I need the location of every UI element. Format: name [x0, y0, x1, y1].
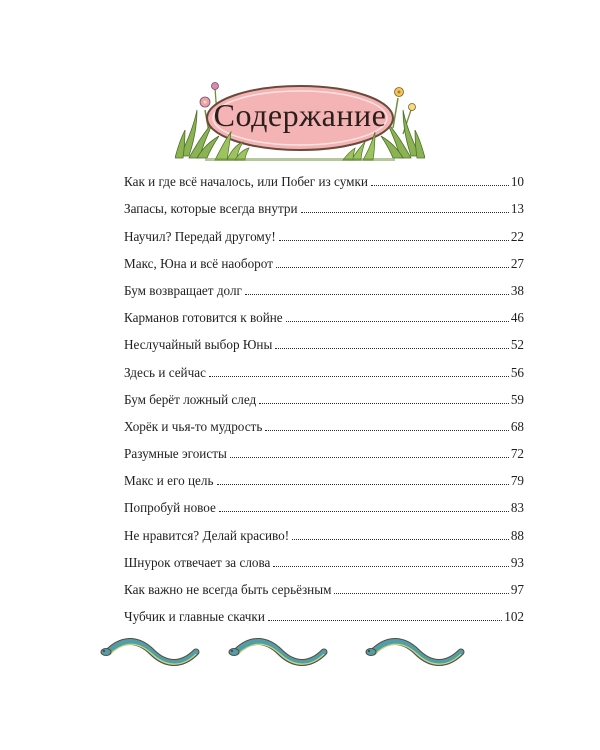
toc-dot-leader [217, 484, 509, 485]
toc-entry-title: Карманов готовится к войне [124, 310, 283, 326]
toc-dot-leader [268, 620, 502, 621]
toc-dot-leader [275, 348, 509, 349]
page-title: Содержание [213, 97, 387, 133]
toc-entry[interactable] [124, 408, 524, 435]
toc-entry-page-number: 72 [510, 446, 524, 462]
toc-entry[interactable] [124, 435, 524, 462]
toc-entry[interactable] [124, 299, 524, 326]
table-of-contents [124, 163, 524, 625]
toc-entry[interactable] [124, 598, 524, 625]
toc-dot-leader [209, 376, 509, 377]
toc-entry-page-number: 102 [504, 609, 524, 625]
toc-dot-leader [292, 539, 509, 540]
toc-dot-leader [265, 430, 508, 431]
toc-dot-leader [276, 267, 509, 268]
toc-dot-leader [273, 566, 508, 567]
toc-dot-leader [286, 321, 509, 322]
toc-entry-page-number: 46 [510, 310, 524, 326]
toc-entry-page-number: 68 [510, 418, 524, 434]
toc-entry[interactable] [124, 571, 524, 598]
toc-entry-page-number: 59 [510, 391, 524, 407]
toc-entry[interactable] [124, 245, 524, 272]
toc-entry-page-number: 22 [510, 228, 524, 244]
toc-entry-page-number: 79 [510, 473, 524, 489]
toc-dot-leader [371, 185, 509, 186]
snake-icon [101, 642, 196, 665]
toc-entry-title: Шнурок отвечает за слова [124, 554, 271, 570]
toc-entry-page-number: 97 [510, 582, 524, 597]
toc-entry-page-number: 52 [510, 337, 524, 353]
toc-entry-title: Попробуй новое [124, 500, 216, 516]
toc-dot-leader [259, 403, 509, 404]
toc-entry-title: Как и где всё началось, или Побег из сумки [124, 174, 368, 190]
toc-entry[interactable] [124, 381, 524, 408]
toc-dot-leader [230, 457, 509, 458]
toc-dot-leader [301, 212, 509, 213]
toc-entry-page-number: 83 [510, 500, 524, 516]
toc-entry-title: Здесь и сейчас [124, 364, 206, 380]
toc-entry-page-number: 10 [510, 174, 524, 190]
snake-icon [229, 642, 324, 665]
toc-entry[interactable] [124, 353, 524, 380]
toc-dot-leader [334, 593, 508, 594]
toc-entry[interactable] [124, 544, 524, 571]
toc-entry-title: Не нравится? Делай красиво! [124, 527, 290, 543]
toc-entry[interactable] [124, 326, 524, 353]
toc-entry-title: Макс, Юна и всё наоборот [124, 255, 273, 271]
toc-entry-title: Как важно не всегда быть серьёзным [124, 582, 332, 597]
toc-entry-page-number: 13 [510, 201, 524, 217]
toc-entry-page-number: 38 [510, 282, 524, 298]
toc-entry-title: Бум возвращает долг [124, 282, 242, 298]
toc-entry-title: Чубчик и главные скачки [124, 609, 265, 625]
toc-entry-page-number: 93 [510, 554, 524, 570]
toc-entry-title: Запасы, которые всегда внутри [124, 201, 298, 217]
toc-entry[interactable] [124, 489, 524, 516]
toc-entry[interactable] [124, 190, 524, 217]
toc-entry-page-number: 56 [510, 364, 524, 380]
snake-decoration [100, 632, 500, 672]
toc-entry-page-number: 27 [510, 255, 524, 271]
toc-entry-title: Макс и его цель [124, 473, 214, 489]
toc-entry[interactable] [124, 217, 524, 244]
toc-dot-leader [279, 240, 509, 241]
toc-entry[interactable] [124, 516, 524, 543]
toc-entry-title: Бум берёт ложный след [124, 391, 257, 407]
toc-dot-leader [219, 511, 509, 512]
toc-entry[interactable] [124, 163, 524, 190]
toc-entry-title: Хорёк и чья-то мудрость [124, 418, 263, 434]
title-banner [175, 70, 425, 170]
toc-entry-page-number: 88 [510, 527, 524, 543]
snake-icon [366, 642, 461, 665]
toc-entry[interactable] [124, 462, 524, 489]
toc-entry-title: Неслучайный выбор Юны [124, 337, 273, 353]
toc-entry-title: Разумные эгоисты [124, 446, 227, 462]
toc-dot-leader [245, 294, 509, 295]
toc-entry[interactable] [124, 272, 524, 299]
toc-entry-title: Научил? Передай другому! [124, 228, 276, 244]
